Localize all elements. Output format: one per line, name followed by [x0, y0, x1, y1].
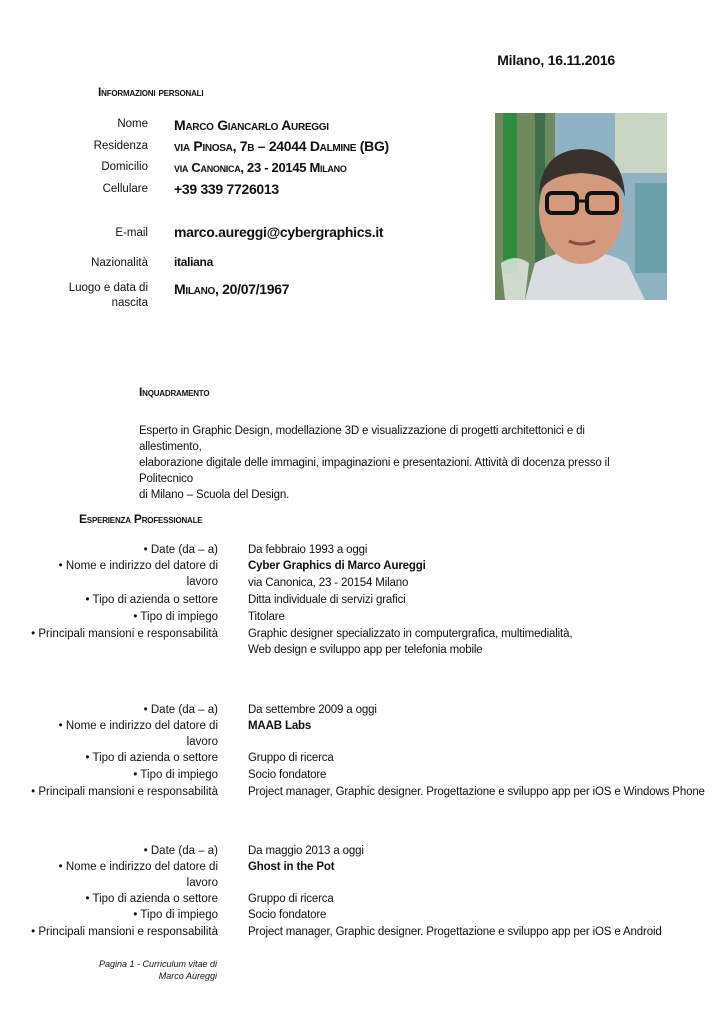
label-nazionalita: Nazionalità	[91, 257, 148, 269]
job-employer-address: via Canonica, 23 - 20154 Milano	[248, 577, 409, 589]
label-cellulare: Cellulare	[102, 183, 148, 195]
value-cellulare: +39 339 7726013	[174, 181, 279, 197]
job-dates: Da settembre 2009 a oggi	[248, 704, 377, 716]
label-duties: • Principali mansioni e responsabilità	[31, 926, 218, 938]
label-employer: • Nome e indirizzo del datore di lavoro	[58, 861, 218, 889]
value-email: marco.aureggi@cybergraphics.it	[174, 224, 384, 240]
summary-line: di Milano – Scuola del Design.	[139, 489, 290, 501]
label-employer: • Nome e indirizzo del datore di lavoro	[58, 560, 218, 588]
label-sector: • Tipo di azienda o settore	[85, 752, 218, 764]
value-residenza: via Pinosa, 7b – 24044 Dalmine (BG)	[174, 138, 389, 154]
job-employer-name: MAAB Labs	[248, 720, 312, 732]
label-position: • Tipo di impiego	[133, 909, 218, 921]
label-position: • Tipo di impiego	[133, 611, 218, 623]
profile-photo	[495, 113, 667, 300]
job-duties: Project manager, Graphic designer. Progettazione e sviluppo app per iOS e Android	[248, 926, 662, 938]
label-sector: • Tipo di azienda o settore	[85, 594, 218, 606]
job-employer-name: Ghost in the Pot	[248, 861, 335, 873]
label-dates: • Date (da – a)	[143, 704, 218, 716]
label-nome: Nome	[117, 118, 148, 130]
footer-line: Marco Aureggi	[158, 971, 217, 981]
value-nazionalita: italiana	[174, 255, 213, 269]
label-duties: • Principali mansioni e responsabilità	[31, 628, 218, 640]
label-dates: • Date (da – a)	[143, 845, 218, 857]
job-position: Socio fondatore	[248, 909, 327, 921]
job-dates: Da maggio 2013 a oggi	[248, 845, 364, 857]
label-nascita: Luogo e data di nascita	[68, 282, 148, 309]
footer-line: Pagina 1 - Curriculum vitae di	[98, 959, 217, 969]
summary-line: elaborazione digitale delle immagini, impaginazioni e presentazioni. Attività di docenza presso il Politecnico	[139, 457, 610, 485]
label-sector: • Tipo di azienda o settore	[85, 893, 218, 905]
summary-text	[139, 423, 629, 503]
job-position: Socio fondatore	[248, 769, 327, 781]
value-nascita: Milano, 20/07/1967	[174, 281, 290, 297]
job-duties: Project manager, Graphic designer. Progettazione e sviluppo app per iOS e Windows Phone	[248, 786, 705, 798]
job-employer-name: Cyber Graphics di Marco Aureggi	[248, 560, 426, 572]
section-title-summary: Inquadramento	[139, 385, 210, 399]
label-position: • Tipo di impiego	[133, 769, 218, 781]
job-sector: Gruppo di ricerca	[248, 752, 334, 764]
section-title-experience: Esperienza Professionale	[79, 512, 203, 526]
label-residenza: Residenza	[93, 140, 148, 152]
summary-line: Esperto in Graphic Design, modellazione 3D e visualizzazione di progetti architettonici e di allestimento,	[139, 425, 585, 453]
place-date: Milano, 16.11.2016	[497, 52, 615, 68]
job-duties: Graphic designer specializzato in computergrafica, multimedialità,	[248, 628, 573, 640]
value-nome: Marco Giancarlo Aureggi	[174, 117, 329, 133]
value-domicilio: via Canonica, 23 - 20145 Milano	[174, 160, 347, 175]
label-dates: • Date (da – a)	[143, 544, 218, 556]
page-footer	[60, 958, 217, 982]
job-dates: Da febbraio 1993 a oggi	[248, 544, 368, 556]
job-duties-cont: Web design e sviluppo app per telefonia mobile	[248, 644, 483, 656]
label-domicilio: Domicilio	[101, 161, 148, 173]
section-title-personal: Informazioni personali	[98, 85, 204, 99]
job-sector: Ditta individuale di servizi grafici	[248, 594, 406, 606]
label-employer: • Nome e indirizzo del datore di lavoro	[58, 720, 218, 748]
job-position: Titolare	[248, 611, 285, 623]
label-email: E-mail	[115, 227, 148, 239]
label-duties: • Principali mansioni e responsabilità	[31, 786, 218, 798]
job-sector: Gruppo di ricerca	[248, 893, 334, 905]
